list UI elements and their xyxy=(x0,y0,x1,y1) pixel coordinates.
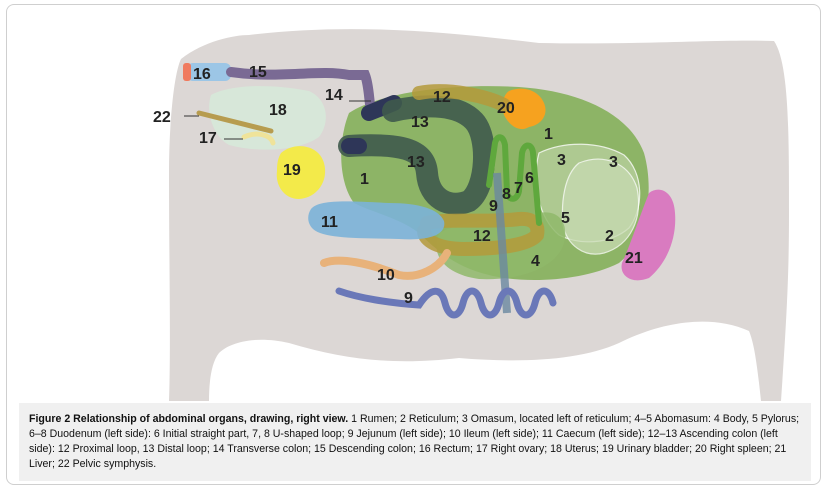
label-18: 18 xyxy=(269,102,287,119)
label-21: 21 xyxy=(625,250,643,267)
label-2: 2 xyxy=(605,228,614,245)
caption-body: 1 Rumen; 2 Reticulum; 3 Omasum, located left of reticulum; 4–5 Abomasum: 4 Body, 5 Pylorus; 6–8 Duodenum (left side): 6 Initial straight part, 7, 8 U-shaped loop; 9 Jejunum (left side); 10 Ileum (left side); 11 Caecum (left side); 12–13 Ascending colon (left side): 12 Proximal loop, 13 Distal loop; 14 Transverse colon; 15 Descending colon; 16 Rectum; 17 Right ovary; 18 Uterus; 19 Urinary bladder; 20 Right spleen; 21 Liver; 22 Pelvic symphysis. xyxy=(29,413,800,470)
label-1a: 1 xyxy=(360,171,369,188)
label-7: 7 xyxy=(514,180,523,197)
label-16: 16 xyxy=(193,66,211,83)
label-11: 11 xyxy=(321,214,338,231)
label-3b: 3 xyxy=(609,154,618,171)
label-12b: 12 xyxy=(473,228,491,245)
label-9b: 9 xyxy=(404,290,413,307)
label-3a: 3 xyxy=(557,152,566,169)
label-5: 5 xyxy=(561,210,570,227)
label-14: 14 xyxy=(325,87,343,104)
label-15: 15 xyxy=(249,64,267,81)
figure-frame xyxy=(6,4,821,485)
anatomy-drawing xyxy=(19,13,821,403)
label-8: 8 xyxy=(502,186,511,203)
figure-caption xyxy=(19,403,811,481)
label-4: 4 xyxy=(531,253,540,270)
label-9a: 9 xyxy=(489,198,498,215)
label-10: 10 xyxy=(377,267,395,284)
label-13b: 13 xyxy=(407,154,425,171)
label-1b: 1 xyxy=(544,126,553,143)
label-19: 19 xyxy=(283,162,301,179)
label-13a: 13 xyxy=(411,114,429,131)
anatomy-svg xyxy=(19,13,821,403)
label-20: 20 xyxy=(497,100,515,117)
label-6: 6 xyxy=(525,170,534,187)
label-12a: 12 xyxy=(433,89,451,106)
label-17: 17 xyxy=(199,130,217,147)
caption-title: Figure 2 Relationship of abdominal organs, drawing, right view. xyxy=(29,413,349,425)
label-22: 22 xyxy=(153,109,171,126)
anus-marker xyxy=(183,63,191,81)
